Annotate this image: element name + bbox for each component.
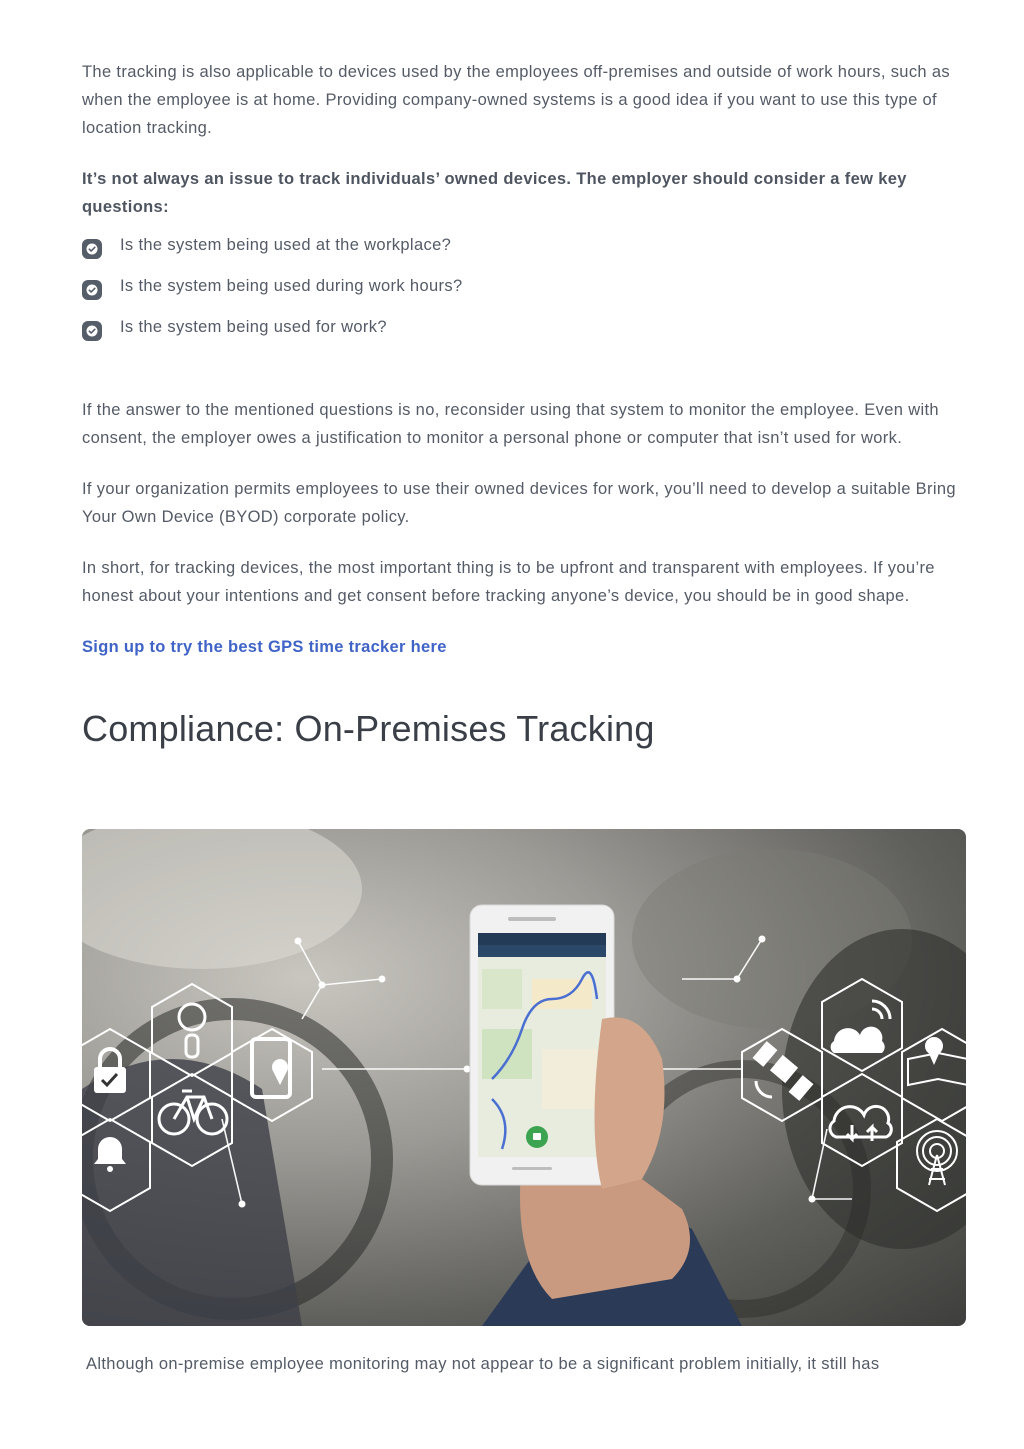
checkbox-checked-icon	[82, 239, 102, 259]
image-caption: Although on-premise employee monitoring may not appear to be a significant problem initially, it still has	[86, 1355, 880, 1373]
list-item	[82, 231, 966, 272]
paragraph: The tracking is also applicable to devices used by the employees off-premises and outside of work hours, such as when the employee is at home. Providing company-owned systems is a good idea if you want to use this type of location tracking.	[82, 63, 951, 137]
list-item-text: Is the system being used for work?	[120, 318, 387, 336]
article-image	[82, 829, 966, 1326]
checkbox-checked-icon	[82, 321, 102, 341]
tracking-illustration	[82, 829, 966, 1326]
list-item-text: Is the system being used during work hours?	[120, 277, 463, 295]
article-body	[82, 58, 966, 751]
paragraph-bold: It’s not always an issue to track individuals’ owned devices. The employer should consider a few key questions:	[82, 170, 907, 216]
list-item	[82, 272, 966, 313]
smartphone-illustration	[470, 905, 614, 1185]
paragraph: If the answer to the mentioned questions is no, reconsider using that system to monitor the employee. Even with consent, the employer owes a justification to monitor a personal phone or computer that isn’t used for work.	[82, 401, 939, 447]
list-item	[82, 313, 966, 354]
section-heading: Compliance: On-Premises Tracking	[82, 708, 655, 749]
checkbox-checked-icon	[82, 280, 102, 300]
paragraph: In short, for tracking devices, the most important thing is to be upfront and transparent with employees. If you’re honest about your intentions and get consent before tracking anyone’s device, you should be in good shape.	[82, 559, 935, 605]
list-item-text: Is the system being used at the workplace?	[120, 236, 452, 254]
checklist	[82, 231, 966, 354]
signup-cta-link[interactable]: Sign up to try the best GPS time tracker here	[82, 638, 447, 656]
paragraph: If your organization permits employees to use their owned devices for work, you’ll need to develop a suitable Bring Your Own Device (BYOD) corporate policy.	[82, 480, 956, 526]
